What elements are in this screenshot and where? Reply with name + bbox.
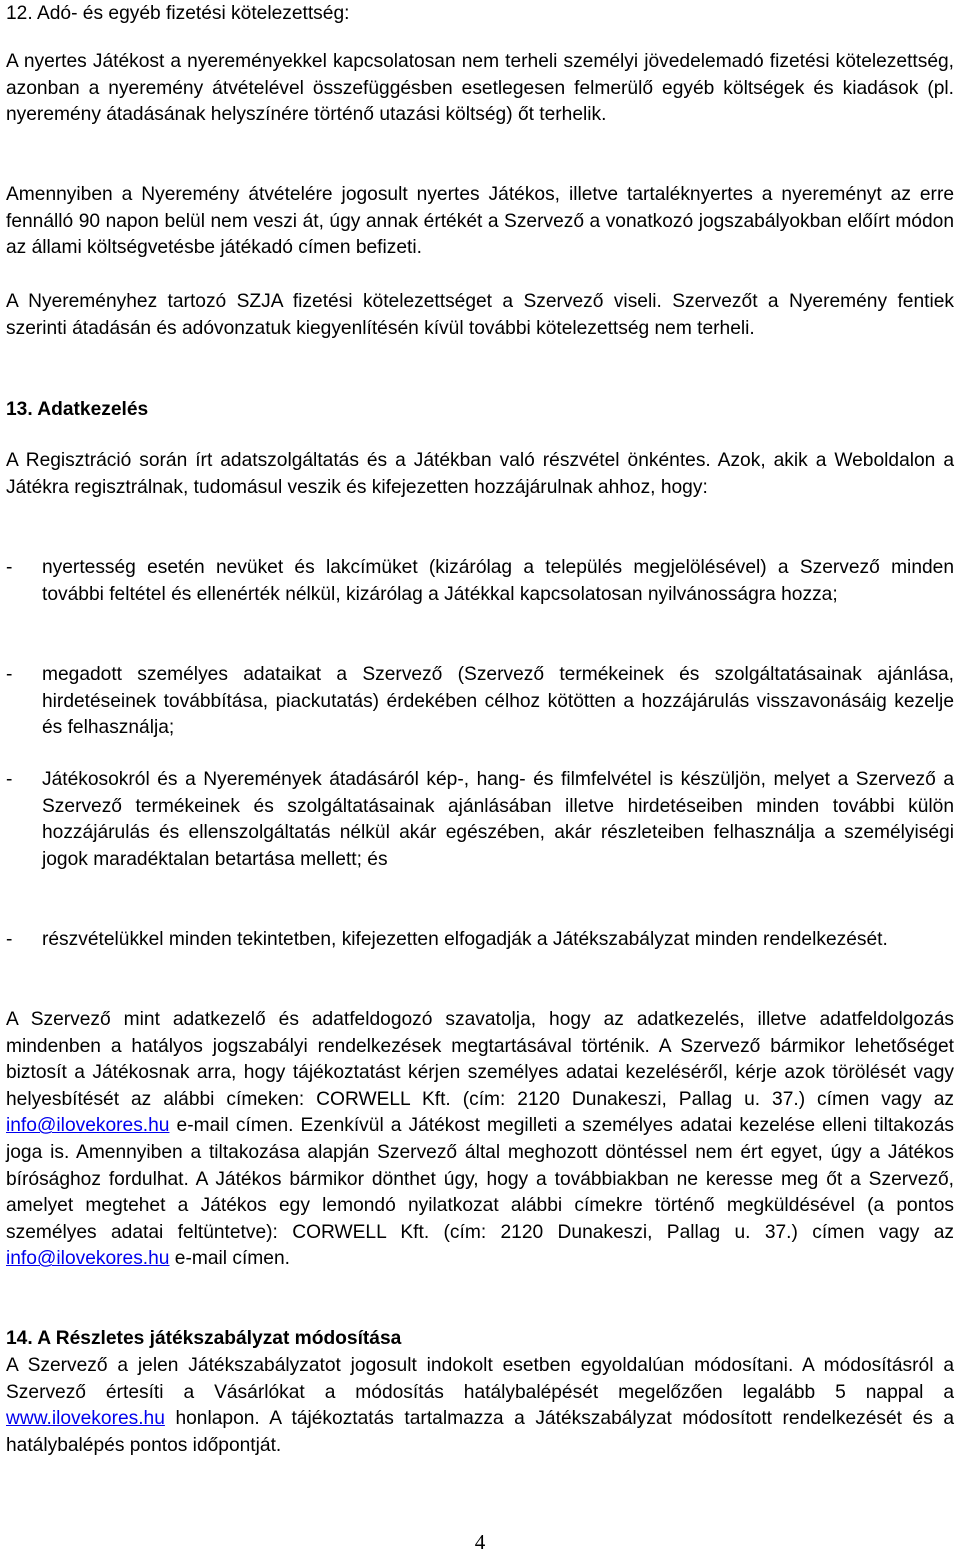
list-marker: - xyxy=(6,769,13,790)
text-run: A Szervező mint adatkezelő és adatfeldogozó szavatolja, hogy az adatkezelés, illetve adatfeldolgozás mindenben a hatályos jogszabályi rendelkezések megtartásával történik. A Szervező bármikor lehetőséget biztosít a Játékosnak arra, hogy tájékoztatást kérjen személyes adatai kezeléséről, kérje azok törölését vagy helyesbítését az alábbi címeken: CORWELL Kft. (cím: 2120 Dunakeszi, Pallag u. 37.) címen vagy az xyxy=(6,1009,954,1110)
section-12-paragraph-3: A Nyereményhez tartozó SZJA fizetési kötelezettséget a Szervező viseli. Szervezőt a Nyeremény fentiek szerinti átadásán és adóvonzatuk kiegyenlítésén kívül további kötelezettség nem terheli. xyxy=(6,291,954,339)
email-link[interactable]: info@ilovekores.hu xyxy=(6,1115,170,1137)
section-13-paragraph-2 xyxy=(6,1007,954,1273)
section-12-paragraph-1: A nyertes Játékost a nyereményekkel kapcsolatosan nem terheli személyi jövedelemadó fizetési kötelezettség, azonban a nyeremény átvételével összefüggésben esetlegesen felmerülő egyéb költségek és kiadások (pl. nyeremény átadásának helyszínére történő utazási költség) őt terhelik. xyxy=(6,51,954,126)
list-marker: - xyxy=(6,664,13,685)
section-13-paragraph-1: A Regisztráció során írt adatszolgáltatás és a Játékban való részvétel önkéntes. Azok, akik a Weboldalon a Játékra regisztrálnak, tudomásul veszik és kifejezetten hozzájárulnak ahhoz, hogy: xyxy=(6,450,954,498)
text-run: honlapon. A tájékoztatás tartalmazza a Játékszabályzat módosított rendelkezését és a hatálybalépés pontos időpontját. xyxy=(6,1408,954,1456)
list-marker: - xyxy=(6,929,13,950)
section-12-paragraph-2: Amennyiben a Nyeremény átvételére jogosult nyertes Játékos, illetve tartaléknyertes a nyereményt az erre fennálló 90 napon belül nem veszi át, úgy annak értékét a Szervező a vonatkozó jogszabályokban előírt módon az állami költségvetésbe játékadó címen befizeti. xyxy=(6,184,954,259)
list-item xyxy=(6,927,954,954)
page-number: 4 xyxy=(474,1530,486,1554)
section-12-heading: 12. Adó- és egyéb fizetési kötelezettség: xyxy=(6,3,350,24)
list-item-text: megadott személyes adataikat a Szervező (Szervező termékeinek és szolgáltatásainak ajánlása, hirdetéseinek továbbítása, piackutatás) érdekében célhoz kötötten a hozzájárulás visszavonásáig kezelje és felhasználja; xyxy=(42,664,954,739)
list-item xyxy=(6,662,954,742)
list-item xyxy=(6,555,954,608)
list-item-text: részvételükkel minden tekintetben, kifejezetten elfogadják a Játékszabályzat minden rendelkezését. xyxy=(42,929,888,950)
section-14-heading: 14. A Részletes játékszabályzat módosítása xyxy=(6,1328,402,1349)
list-item-text: Játékosokról és a Nyeremények átadásáról kép-, hang- és filmfelvétel is készüljön, melyet a Szervező a Szervező termékeinek és szolgáltatásainak ajánlásában illetve hirdetéseiben minden további külön hozzájárulás és ellenszolgáltatás nélkül akár egészében, akár részleteiben felhasználja a személyiségi jogok maradéktalan betartása mellett; és xyxy=(42,769,954,870)
list-item xyxy=(6,767,954,873)
section-14-paragraph-1 xyxy=(6,1353,954,1459)
email-link[interactable]: info@ilovekores.hu xyxy=(6,1248,170,1270)
list-item-text: nyertesség esetén nevüket és lakcímüket (kizárólag a település megjelölésével) a Szervező minden további feltétel és ellenérték nélkül, kizárólag a Játékkal kapcsolatosan nyilvánosságra hozza; xyxy=(42,557,954,605)
website-link[interactable]: www.ilovekores.hu xyxy=(6,1408,165,1430)
text-run: e-mail címen. xyxy=(169,1248,290,1270)
text-run: A Szervező a jelen Játékszabályzatot jogosult indokolt esetben egyoldalúan módosítani. A módosításról a Szervező értesíti a Vásárlókat a módosítás hatálybalépését megelőzően legalább 5 nappal a xyxy=(6,1355,954,1403)
list-marker: - xyxy=(6,557,13,578)
section-13-heading: 13. Adatkezelés xyxy=(6,399,149,420)
text-run: e-mail címen. Ezenkívül a Játékost megilleti a személyes adatai kezelése elleni tiltakozás joga is. Amennyiben a tiltakozása alapján Szervező által meghozott döntéssel nem ért egyet, úgy a Játékos bírósághoz fordulhat. A Játékos bármikor dönthet úgy, hogy a továbbiakban ne keresse meg őt a Szervező, amelyet megtehet a Játékos egy lemondó nyilatkozat alábbi címekre történő megküldésével (a pontos személyes adatai feltüntetve): CORWELL Kft. (cím: 2120 Dunakeszi, Pallag u. 37.) címen vagy az xyxy=(6,1115,954,1243)
